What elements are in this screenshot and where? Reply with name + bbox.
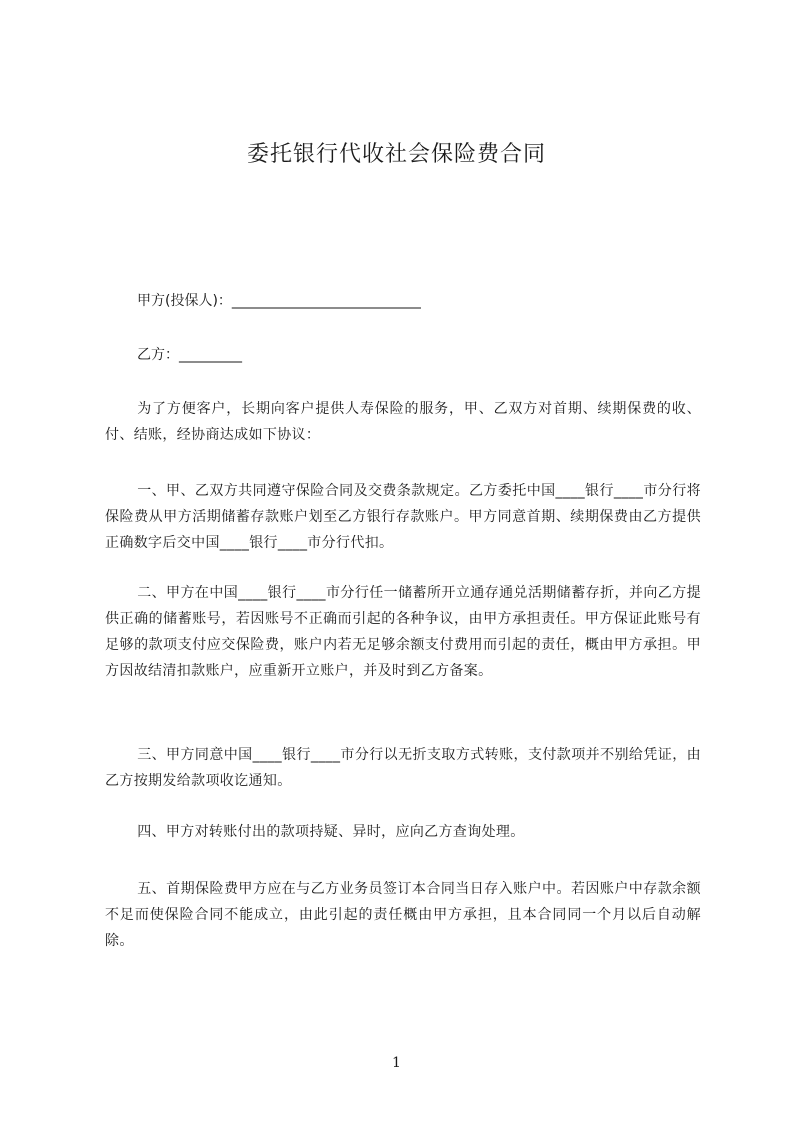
clause-5-paragraph: 五、首期保险费甲方应在与乙方业务员签订本合同当日存入账户中。若因账户中存款余额不足而使保险合同不能成立，由此引起的责任概由甲方承担，且本合同同一个月以后自动解除。 bbox=[105, 881, 701, 949]
clause-4-paragraph: 四、甲方对转账付出的款项持疑、异时，应向乙方查询处理。 bbox=[137, 824, 525, 840]
clause-1-paragraph: 一、甲、乙双方共同遵守保险合同及交费条款规定。乙方委托中国____银行____市分行将保险费从甲方活期储蓄存款账户划至乙方银行存款账户。甲方同意首期、续期保费由乙方提供正确数字后交中国____银行____市分行代扣。 bbox=[105, 483, 701, 551]
party-a-field: 甲方(投保人)：___________________________ bbox=[137, 293, 421, 309]
clause-2-paragraph: 二、甲方在中国____银行____市分行任一储蓄所开立通存通兑活期储蓄存折，并向乙方提供正确的储蓄账号，若因账号不正确而引起的各种争议，由甲方承担责任。甲方保证此账号有足够的款项支付应交保险费，账户内若无足够余额支付费用而引起的责任，概由甲方承担。甲方因故结清扣款账户，应重新开立账户，并及时到乙方备案。 bbox=[105, 585, 701, 679]
document-title: 委托银行代收社会保险费合同 bbox=[246, 142, 546, 167]
party-b-field: 乙方：_________ bbox=[137, 347, 242, 363]
intro-paragraph: 为了方便客户，长期向客户提供人寿保险的服务，甲、乙双方对首期、续期保费的收、付、结账，经协商达成如下协议： bbox=[105, 401, 701, 443]
clause-3-paragraph: 三、甲方同意中国____银行____市分行以无折支取方式转账，支付款项并不别给凭证，由乙方按期发给款项收讫通知。 bbox=[105, 747, 701, 789]
page-number: 1 bbox=[392, 1055, 401, 1071]
